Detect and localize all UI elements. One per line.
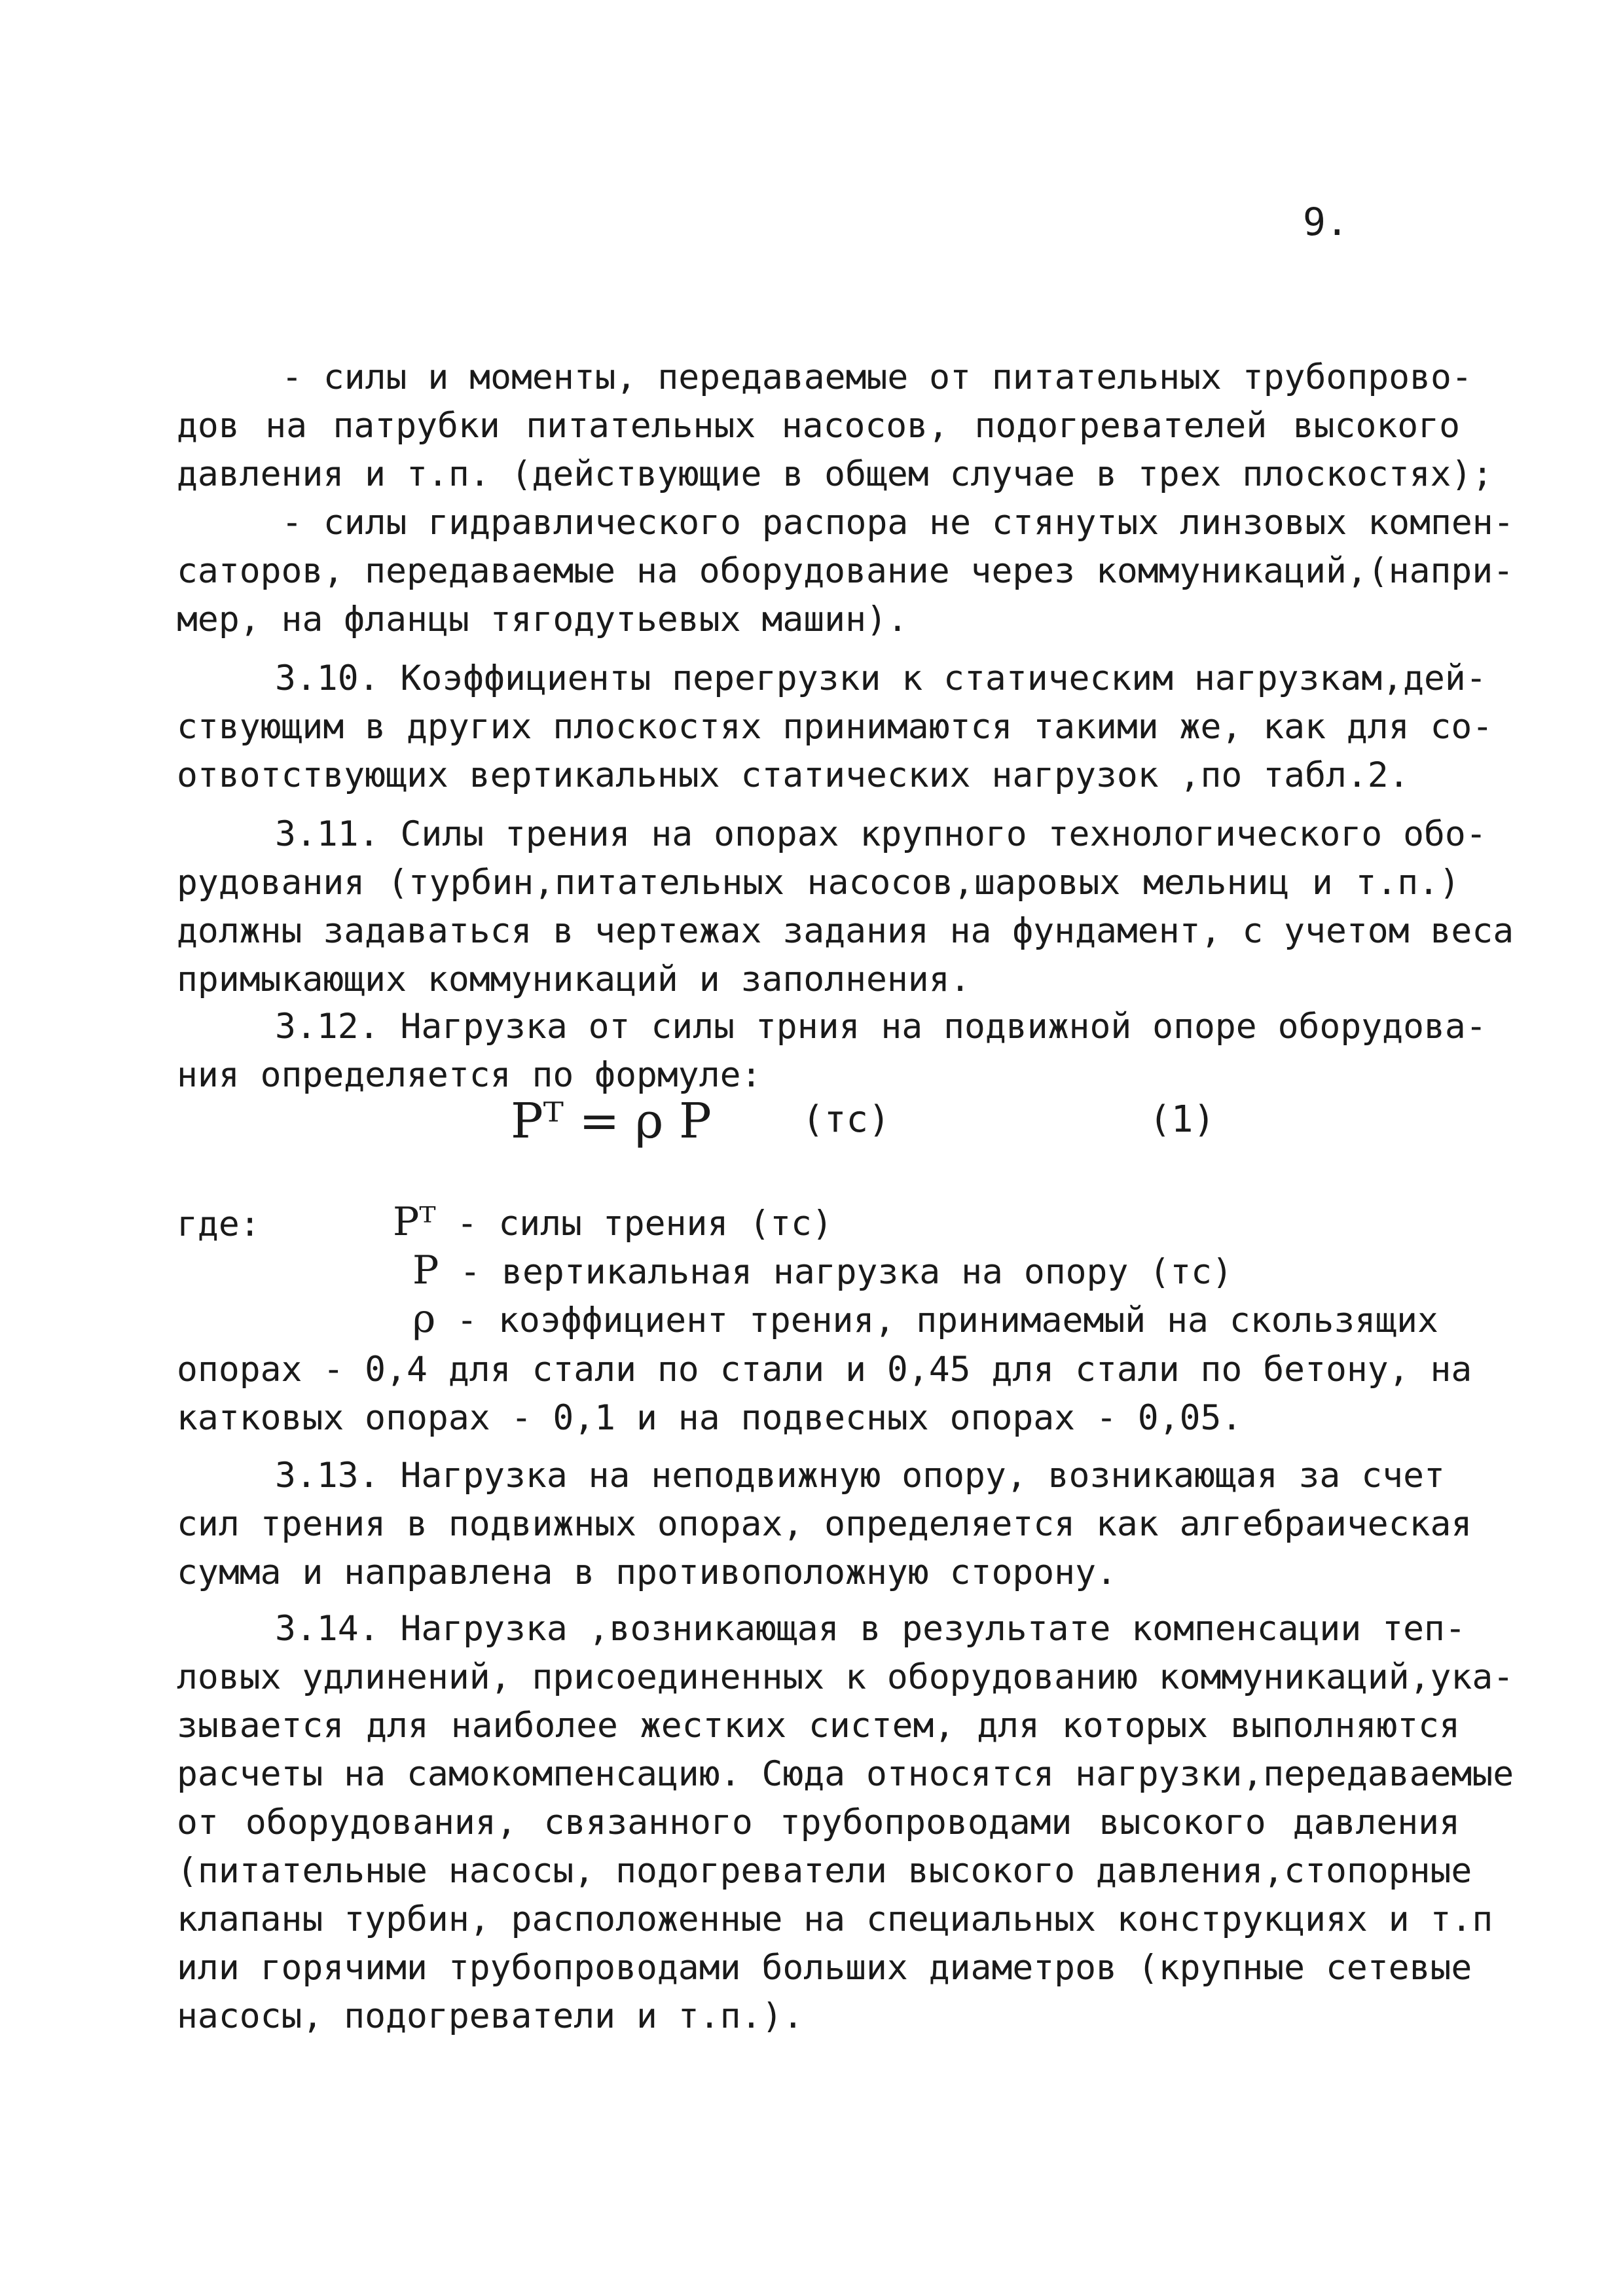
definition-text: - коэффициент трения, принимаемый на скользящих xyxy=(456,1300,1438,1340)
text-line: или горячими трубопроводами больших диаметров (крупные сетевые xyxy=(177,1948,1472,1988)
formula-expression: Pᵀ = ρ P xyxy=(511,1093,712,1149)
text-line: - силы и моменты, передаваемые от питательных трубопрово- xyxy=(282,357,1472,397)
text-line: 3.11. Силы трения на опорах крупного технологического обо- xyxy=(275,814,1487,854)
definition-row xyxy=(412,1296,1438,1342)
text-line: катковых опорах - 0,1 и на подвесных опорах - 0,05. xyxy=(177,1398,1243,1438)
definition-text: - силы трения (тс) xyxy=(456,1204,833,1244)
text-line: давления и т.п. (действующие в общем случае в трех плоскостях); xyxy=(177,454,1493,494)
text-line: 3.13. Нагрузка на неподвижную опору, возникающая за счет xyxy=(275,1456,1445,1496)
text-line: 3.14. Нагрузка ,возникающая в результате компенсации теп- xyxy=(275,1609,1466,1649)
text-line: примыкающих коммуникаций и заполнения. xyxy=(177,960,971,999)
formula-unit: (тс) xyxy=(802,1098,890,1141)
page-number: 9. xyxy=(1303,200,1349,244)
text-line: ловых удлинений, присоединенных к оборудованию коммуникаций,ука- xyxy=(177,1657,1514,1697)
definition-row xyxy=(393,1199,833,1245)
definition-row xyxy=(412,1247,1233,1293)
text-line: дов на патрубки питательных насосов, подогревателей высокого xyxy=(177,406,1460,446)
text-line: рудования (турбин,питательных насосов,шаровых мельниц и т.п.) xyxy=(177,863,1460,903)
text-line: - силы гидравлического распора не стянутых линзовых компен- xyxy=(282,503,1514,543)
text-line: 3.12. Нагрузка от силы трния на подвижной опоре оборудова- xyxy=(275,1007,1487,1047)
text-line: саторов, передаваемые на оборудование через коммуникаций,(напри- xyxy=(177,551,1514,591)
text-line: зывается для наиболее жестких систем, для которых выполняются xyxy=(177,1706,1460,1746)
text-line: мер, на фланцы тягодутьевых машин). xyxy=(177,600,908,639)
definition-text: - вертикальная нагрузка на опору (тс) xyxy=(460,1252,1233,1292)
definition-symbol: P xyxy=(412,1247,439,1293)
text-line: (питательные насосы, подогреватели высокого давления,стопорные xyxy=(177,1851,1472,1891)
text-line: опорах - 0,4 для стали по стали и 0,45 для стали по бетону, на xyxy=(177,1350,1472,1390)
definition-symbol: ρ xyxy=(412,1296,436,1342)
text-line: 3.10. Коэффициенты перегрузки к статическим нагрузкам,дей- xyxy=(275,658,1487,698)
text-line: сил трения в подвижных опорах, определяется как алгебраическая xyxy=(177,1504,1472,1544)
text-line: насосы, подогреватели и т.п.). xyxy=(177,1996,804,2036)
text-line: отвотствующих вертикальных статических нагрузок ,по табл.2. xyxy=(177,755,1410,795)
text-line: клапаны турбин, расположенные на специальных конструкциях и т.п xyxy=(177,1899,1493,1939)
definition-symbol: Pᵀ xyxy=(393,1199,436,1245)
text-line: сумма и направлена в противоположную сторону. xyxy=(177,1552,1117,1592)
text-line: ствующим в других плоскостях принимаются такими же, как для со- xyxy=(177,707,1493,747)
text-line: ния определяется по формуле: xyxy=(177,1055,762,1095)
text-line: от оборудования, связанного трубопроводами высокого давления xyxy=(177,1803,1460,1842)
formula-number: (1) xyxy=(1149,1098,1216,1141)
text-line: должны задаваться в чертежах задания на фундамент, с учетом веса xyxy=(177,911,1514,951)
text-line: расчеты на самокомпенсацию. Сюда относятся нагрузки,передаваемые xyxy=(177,1754,1514,1794)
where-label: где: xyxy=(177,1204,261,1244)
